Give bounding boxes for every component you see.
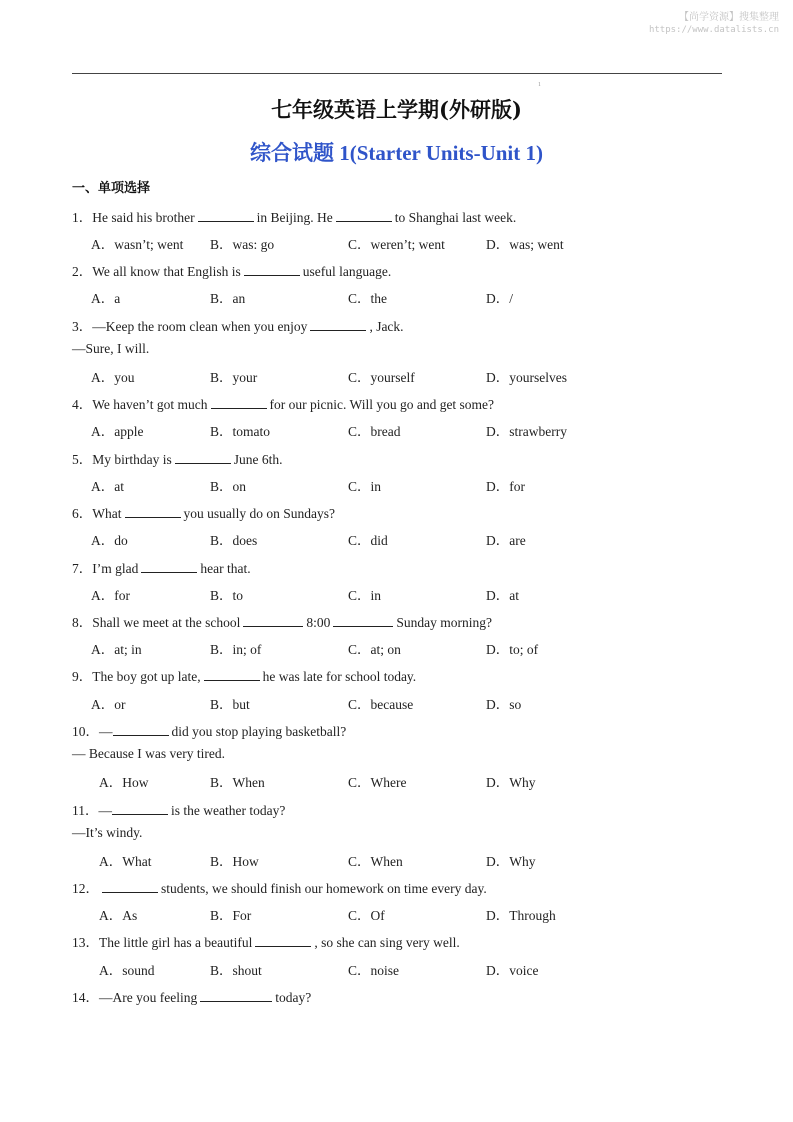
question-text: —	[98, 803, 112, 818]
question-text: I’m glad	[92, 561, 139, 576]
option-d: D．Why	[486, 775, 536, 790]
question-text: hear that.	[200, 561, 251, 576]
question-text: —Are you feeling	[99, 990, 198, 1005]
option-a: A．for	[91, 588, 130, 603]
option-d: D．for	[486, 479, 525, 494]
question-number: 14．	[72, 990, 99, 1005]
dialogue-reply: — Because I was very tired.	[72, 746, 225, 761]
option-d: D．are	[486, 533, 526, 548]
question-text: 8:00	[306, 615, 331, 630]
question-text: The little girl has a beautiful	[99, 935, 253, 950]
answer-blank	[243, 614, 303, 627]
option-c: C．yourself	[348, 370, 415, 385]
option-c: C．When	[348, 854, 403, 869]
option-b: B．your	[210, 370, 258, 385]
question-text: He said his brother	[92, 210, 195, 225]
option-d: D．/	[486, 291, 513, 306]
question-text: useful language.	[302, 264, 392, 279]
page-title: 七年级英语上学期(外研版)	[271, 97, 522, 122]
option-c: C．in	[348, 479, 382, 494]
option-b: B．does	[210, 533, 258, 548]
option-c: C．Of	[348, 908, 385, 923]
question-11	[72, 799, 285, 819]
question-9	[72, 665, 416, 685]
question-number: 10．	[72, 724, 99, 739]
answer-blank	[125, 505, 181, 518]
option-b: B．on	[210, 479, 247, 494]
option-b: B．When	[210, 775, 265, 790]
answer-blank	[211, 396, 267, 409]
option-c: C．did	[348, 533, 388, 548]
option-d: D．to; of	[486, 642, 539, 657]
answer-blank	[336, 209, 392, 222]
answer-blank	[204, 668, 260, 681]
question-13	[72, 931, 460, 951]
option-b: B．For	[210, 908, 252, 923]
question-text: , so she can sing very well.	[314, 935, 460, 950]
question-text: to Shanghai last week.	[394, 210, 517, 225]
option-c: C．weren’t; went	[348, 237, 445, 252]
question-number: 4．	[72, 397, 93, 412]
option-b: B．in; of	[210, 642, 262, 657]
option-b: B．shout	[210, 963, 262, 978]
question-number: 3．	[72, 319, 93, 334]
question-number: 9．	[72, 669, 93, 684]
answer-blank	[102, 880, 158, 893]
option-a: A．at	[91, 479, 124, 494]
option-d: D．yourselves	[486, 370, 567, 385]
dialogue-reply: —Sure, I will.	[72, 341, 150, 356]
question-10	[72, 720, 346, 740]
question-text: The boy got up late,	[92, 669, 201, 684]
question-text: June 6th.	[233, 452, 283, 467]
question-text: in Beijing. He	[256, 210, 333, 225]
question-text: students, we should finish our homework on time every day.	[161, 881, 487, 896]
question-text: did you stop playing basketball?	[171, 724, 347, 739]
watermark	[649, 11, 779, 37]
answer-blank	[113, 723, 169, 736]
option-c: C．in	[348, 588, 382, 603]
question-12	[72, 877, 487, 897]
question-text: he was late for school today.	[262, 669, 417, 684]
question-5	[72, 448, 283, 468]
answer-blank	[310, 318, 366, 331]
question-text: you usually do on Sundays?	[183, 506, 335, 521]
question-text: —	[99, 724, 113, 739]
question-text: We all know that English is	[92, 264, 241, 279]
question-text: , Jack.	[369, 319, 404, 334]
answer-blank	[333, 614, 393, 627]
answer-blank	[255, 934, 311, 947]
dialogue-reply: —It’s windy.	[72, 825, 143, 840]
question-text: Shall we meet at the school	[92, 615, 241, 630]
option-a: A．a	[91, 291, 121, 306]
question-text: for our picnic. Will you go and get some?	[269, 397, 495, 412]
answer-blank	[200, 989, 272, 1002]
option-a: A．at; in	[91, 642, 142, 657]
question-number: 11．	[72, 803, 99, 818]
question-4	[72, 393, 494, 413]
option-a: A．you	[91, 370, 135, 385]
option-c: C．at; on	[348, 642, 401, 657]
option-b: B．tomato	[210, 424, 270, 439]
option-c: C．Where	[348, 775, 407, 790]
question-number: 7．	[72, 561, 93, 576]
option-d: D．voice	[486, 963, 539, 978]
section-heading: 一、单项选择	[72, 181, 151, 196]
watermark-source: 【尚学资源】搜集整理	[679, 12, 779, 23]
option-b: B．to	[210, 588, 244, 603]
option-a: A．As	[99, 908, 138, 923]
option-a: A．sound	[99, 963, 155, 978]
question-text: —Keep the room clean when you enjoy	[92, 319, 308, 334]
option-d: D．Why	[486, 854, 536, 869]
option-c: C．noise	[348, 963, 400, 978]
option-d: D．Through	[486, 908, 556, 923]
watermark-url: https://www.datalists.cn	[648, 25, 779, 35]
option-b: B．How	[210, 854, 259, 869]
option-a: A．wasn’t; went	[91, 237, 184, 252]
option-a: A．What	[99, 854, 152, 869]
question-number: 5．	[72, 452, 93, 467]
option-b: B．was: go	[210, 237, 275, 252]
option-d: D．was; went	[486, 237, 564, 252]
option-a: A．How	[99, 775, 149, 790]
option-a: A．do	[91, 533, 128, 548]
option-b: B．but	[210, 697, 250, 712]
option-c: C．because	[348, 697, 414, 712]
option-c: C．the	[348, 291, 387, 306]
question-8	[72, 611, 492, 631]
option-b: B．an	[210, 291, 246, 306]
option-d: D．strawberry	[486, 424, 567, 439]
question-14	[72, 986, 311, 1006]
question-6	[72, 502, 335, 522]
option-d: D．so	[486, 697, 522, 712]
answer-blank	[141, 560, 197, 573]
question-number: 1．	[72, 210, 93, 225]
question-text: What	[92, 506, 122, 521]
question-7	[72, 557, 251, 577]
question-text: today?	[275, 990, 312, 1005]
page-mark: 1	[538, 82, 541, 88]
question-text: My birthday is	[92, 452, 172, 467]
header-rule	[72, 73, 722, 74]
option-a: A．apple	[91, 424, 144, 439]
question-3	[72, 315, 404, 335]
option-a: A．or	[91, 697, 126, 712]
answer-blank	[244, 263, 300, 276]
question-text: Sunday morning?	[396, 615, 492, 630]
question-text: is the weather today?	[171, 803, 286, 818]
answer-blank	[112, 802, 168, 815]
question-number: 6．	[72, 506, 93, 521]
answer-blank	[175, 451, 231, 464]
page-subtitle: 综合试题 1(Starter Units-Unit 1)	[250, 141, 543, 165]
option-d: D．at	[486, 588, 519, 603]
option-c: C．bread	[348, 424, 401, 439]
question-text: We haven’t got much	[92, 397, 208, 412]
question-number: 13．	[72, 935, 99, 950]
question-2	[72, 260, 391, 280]
question-number: 2．	[72, 264, 93, 279]
answer-blank	[198, 209, 254, 222]
question-number: 8．	[72, 615, 93, 630]
question-1	[72, 206, 516, 226]
question-number: 12．	[72, 881, 99, 896]
